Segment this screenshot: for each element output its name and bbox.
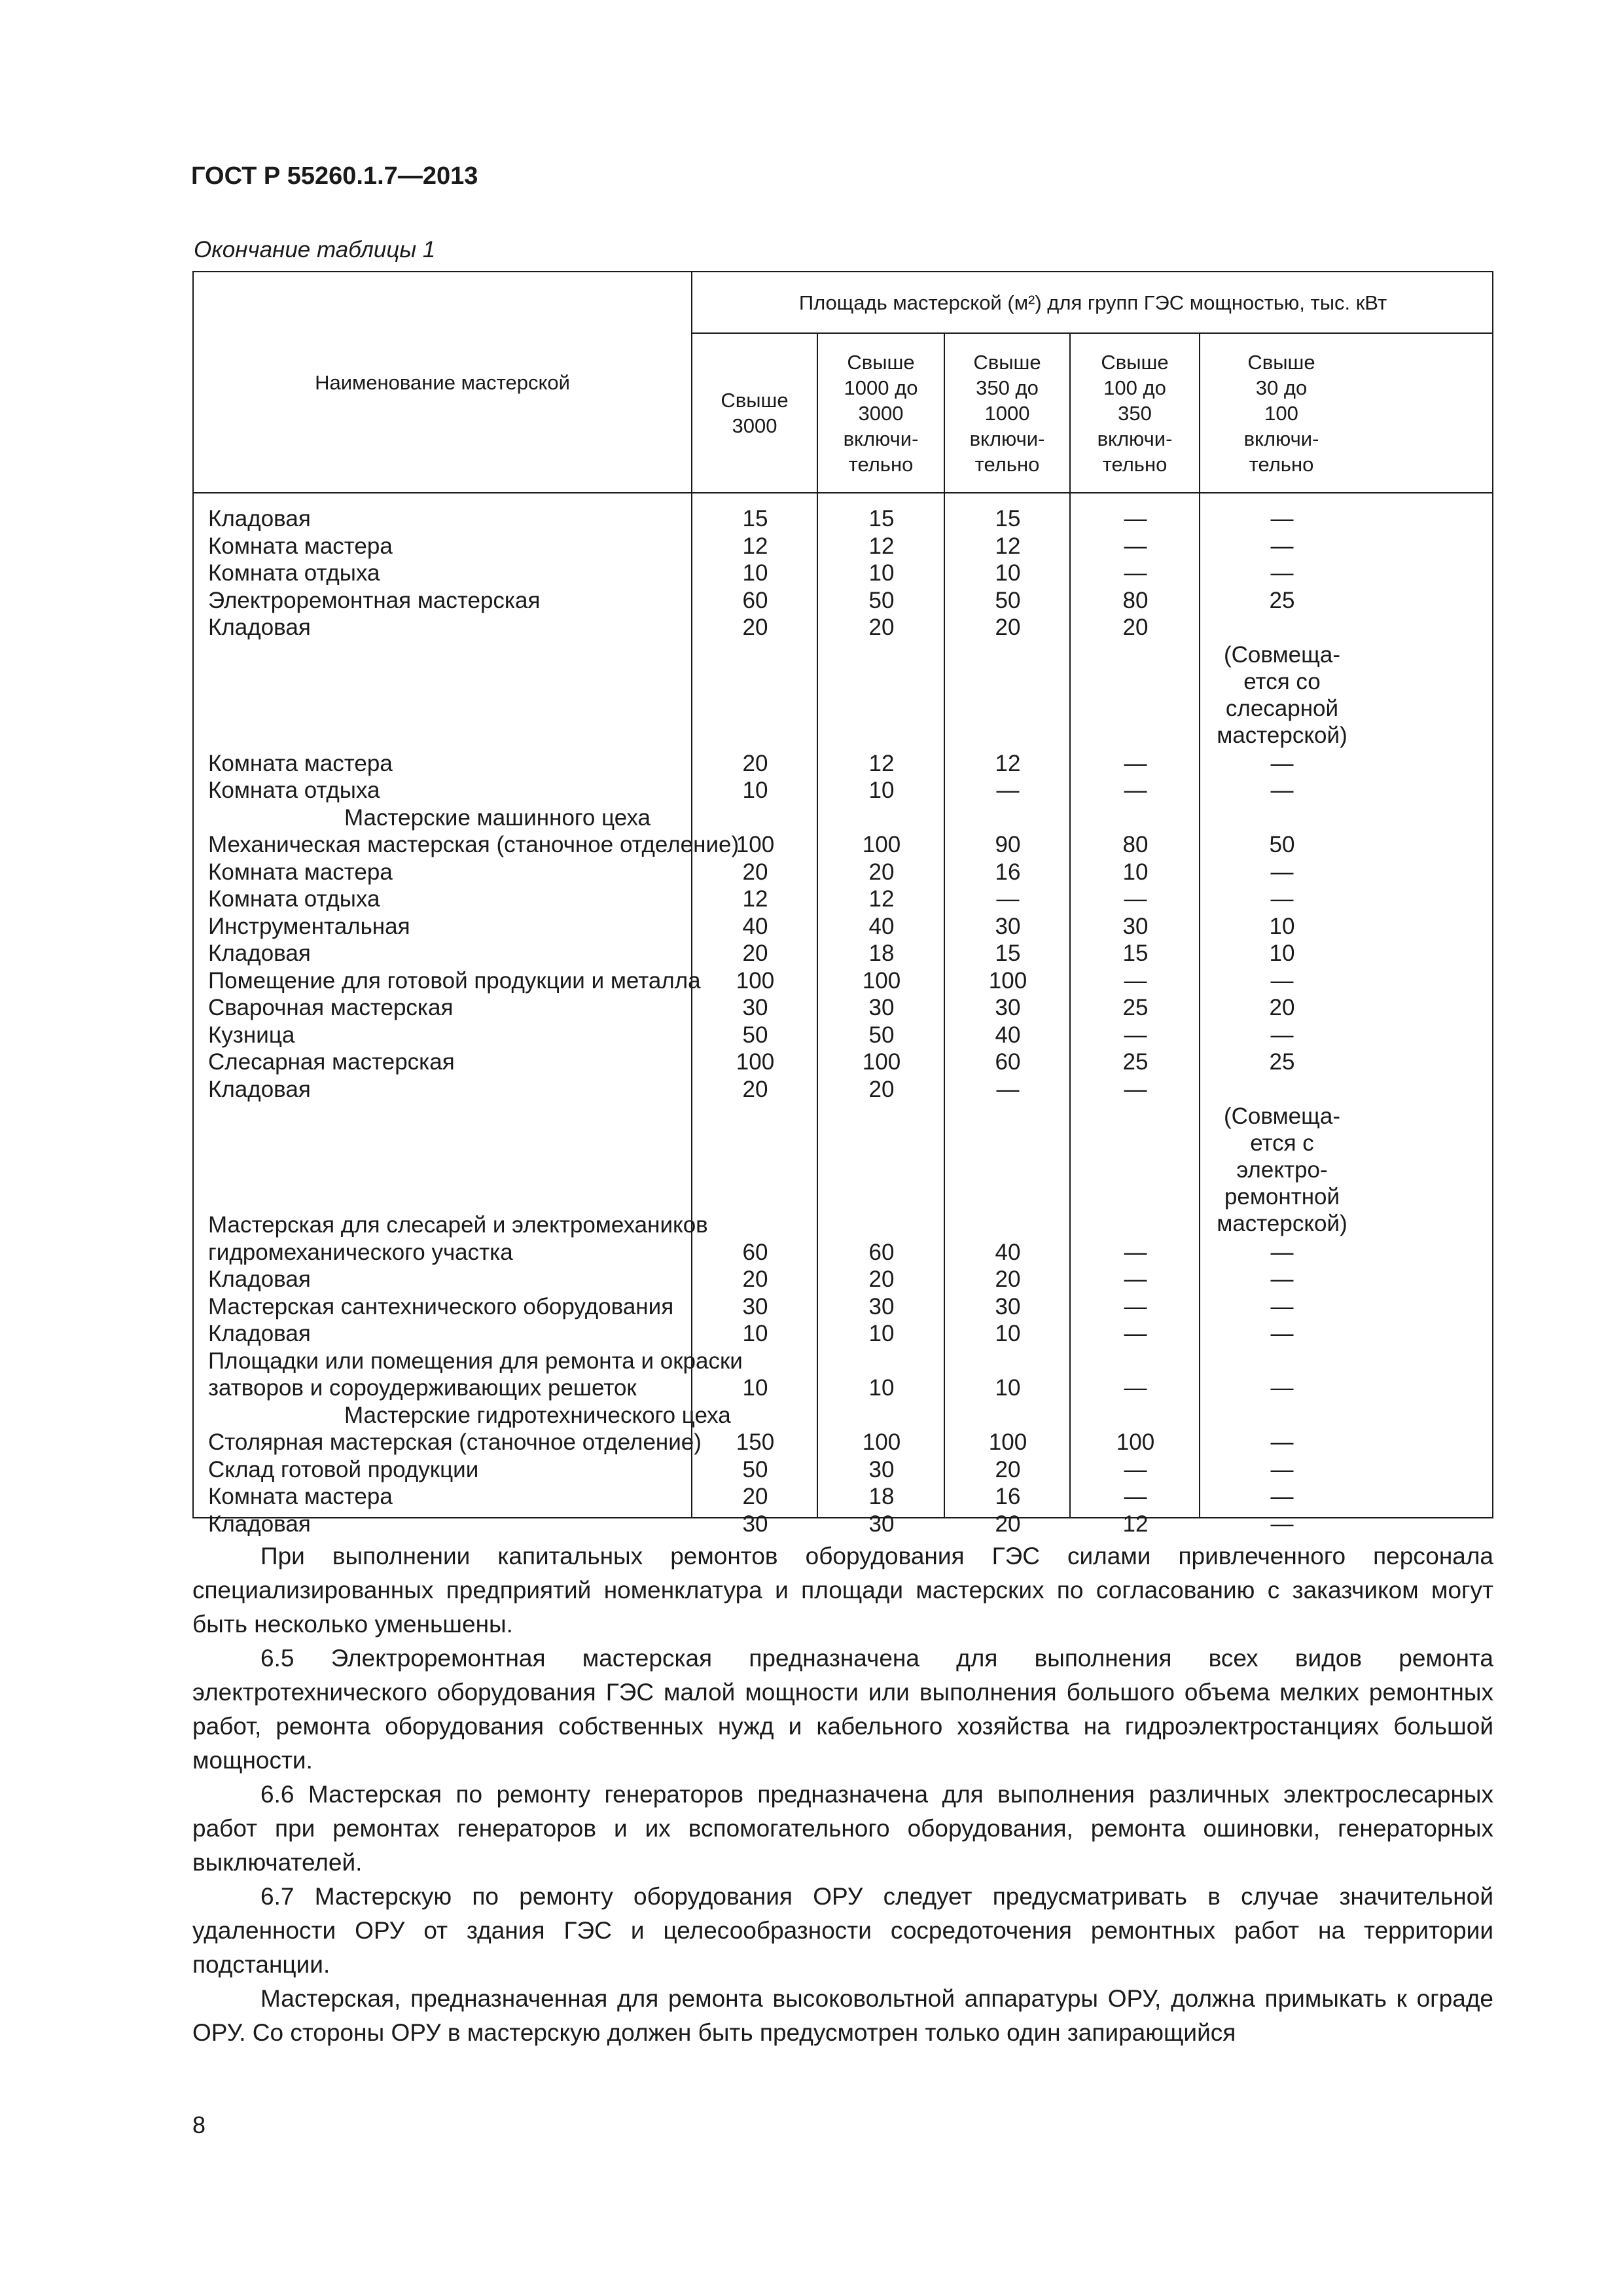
area-value: — <box>1124 1293 1147 1319</box>
workshop-name: Мастерские машинного цеха <box>344 804 651 831</box>
table-row <box>194 1293 1492 1320</box>
workshop-name: затворов и сороудерживающих решеток <box>208 1375 637 1401</box>
area-value: — <box>1124 1321 1147 1346</box>
area-value: — <box>1124 533 1147 559</box>
body-text <box>192 1539 1493 2050</box>
workshop-name: Площадки или помещения для ремонта и окраски <box>208 1348 743 1374</box>
area-value: 20 <box>742 1076 768 1102</box>
area-value: 40 <box>742 913 768 939</box>
column-header-name: Наименование мастерской <box>315 370 570 394</box>
area-value: 60 <box>742 587 768 613</box>
area-value: — <box>1270 1511 1294 1537</box>
area-value: 20 <box>868 859 895 885</box>
workshop-name: Мастерская сантехнического оборудования <box>208 1293 674 1319</box>
area-value: 50 <box>995 587 1021 613</box>
column-header-30-100: Свыше 30 до 100 включи- тельно <box>1243 350 1319 476</box>
table-row <box>194 831 1492 858</box>
area-value: 20 <box>1122 615 1149 640</box>
table-row <box>194 1429 1492 1456</box>
table-note: (Совмеща- ется со слесарной мастерской) <box>1217 641 1347 748</box>
area-value: 15 <box>1122 941 1149 966</box>
area-value: — <box>1270 1484 1294 1509</box>
area-value: 20 <box>1269 995 1295 1020</box>
table-row <box>194 940 1492 967</box>
area-value: 20 <box>868 1266 895 1292</box>
area-value: — <box>1270 778 1294 803</box>
table-row <box>194 777 1492 804</box>
table-row <box>194 1483 1492 1510</box>
paragraph: При выполнении капитальных ремонтов оборудования ГЭС силами привлеченного персонала специализированных предприятий номенклатура и площади мастерских по согласованию с заказчиком могут быть несколько уменьшены. <box>192 1543 1493 1638</box>
workshop-name: Комната отдыха <box>208 886 380 912</box>
area-value: 15 <box>995 941 1021 966</box>
area-value: — <box>1270 859 1294 885</box>
area-value: 10 <box>868 778 895 803</box>
workshop-name: Кладовая <box>208 1511 311 1537</box>
area-value: — <box>1124 1375 1147 1401</box>
area-value: 100 <box>862 1049 901 1075</box>
workshop-area-table <box>192 271 1493 1537</box>
area-value: — <box>1270 1239 1294 1265</box>
area-value: — <box>1124 1239 1147 1265</box>
area-value: 20 <box>742 1266 768 1292</box>
area-value: 20 <box>995 1266 1021 1292</box>
table-row <box>194 1022 1492 1049</box>
area-value: 16 <box>995 859 1021 885</box>
area-value: 90 <box>995 832 1021 857</box>
area-value: 10 <box>995 560 1021 586</box>
area-value: 10 <box>995 1375 1021 1401</box>
table-caption: Окончание таблицы 1 <box>194 237 436 262</box>
area-value: 10 <box>1122 859 1149 885</box>
area-value: — <box>996 1076 1020 1102</box>
area-value: 60 <box>742 1239 768 1265</box>
table-row <box>194 587 1492 614</box>
workshop-name: Кузница <box>208 1022 295 1048</box>
area-value: 30 <box>1122 913 1149 939</box>
workshop-name: Склад готовой продукции <box>208 1456 479 1482</box>
area-value: — <box>1270 1266 1294 1292</box>
column-header-over-3000: Свыше 3000 <box>721 389 789 437</box>
area-value: 10 <box>868 1375 895 1401</box>
table-row <box>194 560 1492 586</box>
table-row <box>194 913 1492 940</box>
area-value: 100 <box>862 967 901 994</box>
workshop-name: Кладовая <box>208 1321 311 1346</box>
table-row <box>194 994 1492 1021</box>
area-value: 18 <box>868 941 895 966</box>
area-value: 50 <box>742 1456 768 1482</box>
area-value: 20 <box>995 1456 1021 1482</box>
table-row <box>194 533 1492 560</box>
document-header: ГОСТ Р 55260.1.7—2013 <box>191 162 478 190</box>
area-value: 50 <box>742 1022 768 1048</box>
table-row <box>194 750 1492 777</box>
workshop-name: Механическая мастерская (станочное отделение) <box>208 832 740 857</box>
area-value: 30 <box>868 1293 895 1319</box>
area-value: — <box>1270 886 1294 912</box>
area-value: 12 <box>868 750 895 776</box>
workshop-name: Комната мастера <box>208 859 393 885</box>
table-row <box>194 967 1492 994</box>
column-header-350-1000: Свыше 350 до 1000 включи- тельно <box>969 350 1045 476</box>
area-value: 12 <box>1122 1511 1149 1537</box>
area-value: — <box>1270 1429 1294 1455</box>
area-value: — <box>1270 560 1294 586</box>
area-value: — <box>1270 1321 1294 1346</box>
area-value: — <box>1124 506 1147 531</box>
workshop-name: гидромеханического участка <box>208 1239 513 1265</box>
area-value: 12 <box>868 886 895 912</box>
area-value: 40 <box>995 1022 1021 1048</box>
area-value: 25 <box>1269 587 1295 613</box>
area-value: 15 <box>742 506 768 531</box>
table-row <box>194 1266 1492 1293</box>
column-group-header: Площадь мастерской (м²) для групп ГЭС мощностью, тыс. кВт <box>798 291 1387 314</box>
area-value: 12 <box>995 533 1021 559</box>
area-value: 100 <box>736 832 775 857</box>
area-value: 15 <box>868 506 895 531</box>
table-row <box>194 1320 1492 1347</box>
area-value: 30 <box>742 1511 768 1537</box>
area-value: 25 <box>1122 995 1149 1020</box>
area-value: — <box>1270 750 1294 776</box>
workshop-name: Столярная мастерская (станочное отделение) <box>208 1429 702 1455</box>
area-value: — <box>1270 967 1294 994</box>
area-value: 20 <box>995 1511 1021 1537</box>
workshop-name: Комната мастера <box>208 1484 393 1509</box>
area-value: 20 <box>995 615 1021 640</box>
area-value: 40 <box>868 913 895 939</box>
area-value: 20 <box>742 1484 768 1509</box>
area-value: 100 <box>988 1429 1027 1455</box>
area-value: 30 <box>742 1293 768 1319</box>
area-value: 80 <box>1122 832 1149 857</box>
table-row <box>194 1374 1492 1401</box>
area-value: 30 <box>995 1293 1021 1319</box>
area-value: 10 <box>1269 913 1295 939</box>
workshop-name: Мастерские гидротехнического цеха <box>344 1402 731 1428</box>
area-value: 40 <box>995 1239 1021 1265</box>
workshop-name: Сварочная мастерская <box>208 995 454 1020</box>
area-value: — <box>1270 506 1294 531</box>
workshop-name: Электроремонтная мастерская <box>208 587 541 613</box>
area-value: 30 <box>995 913 1021 939</box>
column-header-1000-3000: Свыше 1000 до 3000 включи- тельно <box>843 350 919 476</box>
area-value: 10 <box>868 560 895 586</box>
area-value: — <box>1124 778 1147 803</box>
area-value: 20 <box>868 615 895 640</box>
area-value: — <box>1124 1022 1147 1048</box>
area-value: 100 <box>862 832 901 857</box>
workshop-name: Инструментальная <box>208 913 410 939</box>
area-value: 30 <box>742 995 768 1020</box>
workshop-name: Комната мастера <box>208 533 393 559</box>
area-value: 10 <box>742 560 768 586</box>
area-value: — <box>1124 750 1147 776</box>
area-value: 10 <box>742 1321 768 1346</box>
column-header-100-350: Свыше 100 до 350 включи- тельно <box>1097 350 1173 476</box>
workshop-name: Помещение для готовой продукции и металла <box>208 967 701 994</box>
workshop-name: Слесарная мастерская <box>208 1049 455 1075</box>
area-value: 20 <box>868 1076 895 1102</box>
table-row <box>194 1402 1492 1429</box>
workshop-name: Кладовая <box>208 1266 311 1292</box>
area-value: 15 <box>995 506 1021 531</box>
area-value: — <box>996 886 1020 912</box>
area-value: 20 <box>742 859 768 885</box>
area-value: 10 <box>742 778 768 803</box>
table-row <box>194 1076 1492 1103</box>
area-value: 10 <box>868 1321 895 1346</box>
area-value: 12 <box>742 886 768 912</box>
workshop-name: Комната отдыха <box>208 560 380 586</box>
area-value: 60 <box>868 1239 895 1265</box>
area-value: 12 <box>742 533 768 559</box>
area-value: 50 <box>868 587 895 613</box>
area-value: 25 <box>1122 1049 1149 1075</box>
area-value: 30 <box>995 995 1021 1020</box>
table-row <box>194 1511 1492 1537</box>
table-row <box>194 1049 1492 1075</box>
area-value: — <box>1124 886 1147 912</box>
area-value: 100 <box>988 967 1027 994</box>
workshop-name: Кладовая <box>208 615 311 640</box>
area-value: 20 <box>742 941 768 966</box>
paragraph: 6.6 Мастерская по ремонту генераторов предназначена для выполнения различных электрослесарных работ при ремонтах генераторов и их вспомогательного оборудования, ремонта ошиновки, генераторных выключателей. <box>192 1781 1493 1876</box>
area-value: — <box>1270 1375 1294 1401</box>
workshop-name: Комната мастера <box>208 750 393 776</box>
area-value: 20 <box>742 750 768 776</box>
area-value: — <box>1124 560 1147 586</box>
area-value: — <box>996 778 1020 803</box>
area-value: 10 <box>1269 941 1295 966</box>
area-value: — <box>1270 1022 1294 1048</box>
table-divider <box>194 492 1492 493</box>
area-value: 150 <box>736 1429 775 1455</box>
workshop-name: Комната отдыха <box>208 778 380 803</box>
area-value: 50 <box>1269 832 1295 857</box>
area-value: — <box>1124 1266 1147 1292</box>
table-row <box>194 804 1492 831</box>
area-value: 16 <box>995 1484 1021 1509</box>
table-row <box>194 1456 1492 1483</box>
area-value: 100 <box>736 1049 775 1075</box>
area-value: 30 <box>868 1456 895 1482</box>
table-row <box>194 859 1492 886</box>
workshop-name: Мастерская для слесарей и электромехаников <box>208 1212 708 1238</box>
table-row <box>194 1239 1492 1266</box>
table-row <box>194 505 1492 532</box>
paragraph: Мастерская, предназначенная для ремонта высоковольтной аппаратуры ОРУ, должна примыкать к ограде ОРУ. Со стороны ОРУ в мастерскую должен быть предусмотрен только один запирающийся <box>192 1985 1493 2046</box>
area-value: 50 <box>868 1022 895 1048</box>
area-value: 25 <box>1269 1049 1295 1075</box>
area-value: 100 <box>862 1429 901 1455</box>
workshop-name: Кладовая <box>208 1076 311 1102</box>
area-value: — <box>1124 1076 1147 1102</box>
area-value: 18 <box>868 1484 895 1509</box>
area-value: — <box>1124 967 1147 994</box>
area-value: 12 <box>995 750 1021 776</box>
area-value: — <box>1270 533 1294 559</box>
area-value: — <box>1270 1293 1294 1319</box>
workshop-name: Кладовая <box>208 506 311 531</box>
area-value: — <box>1124 1456 1147 1482</box>
area-value: 100 <box>1116 1429 1155 1455</box>
paragraph: 6.7 Мастерскую по ремонту оборудования ОРУ следует предусматривать в случае значительной удаленности ОРУ от здания ГЭС и целесообразности сосредоточения ремонтных работ на территории подстанции. <box>192 1883 1493 1978</box>
area-value: 80 <box>1122 587 1149 613</box>
area-value: — <box>1270 1456 1294 1482</box>
area-value: 100 <box>736 967 775 994</box>
area-value: — <box>1124 1484 1147 1509</box>
area-value: 10 <box>742 1375 768 1401</box>
table-row <box>194 886 1492 912</box>
table-row <box>194 1348 1492 1374</box>
area-value: 30 <box>868 995 895 1020</box>
workshop-name: Кладовая <box>208 941 311 966</box>
area-value: 10 <box>995 1321 1021 1346</box>
page-number: 8 <box>192 2111 206 2138</box>
area-value: 20 <box>742 615 768 640</box>
area-value: 12 <box>868 533 895 559</box>
paragraph: 6.5 Электроремонтная мастерская предназначена для выполнения всех видов ремонта электротехнического оборудования ГЭС малой мощности или выполнения большого объема мелких ремонтных работ, ремонта оборудования собственных нужд и кабельного хозяйства на гидроэлектростанциях большой мощности. <box>192 1645 1493 1774</box>
area-value: 60 <box>995 1049 1021 1075</box>
area-value: 30 <box>868 1511 895 1537</box>
table-row <box>194 614 1492 641</box>
table-note: (Совмеща- ется с электро- ремонтной мастерской) <box>1217 1103 1347 1236</box>
